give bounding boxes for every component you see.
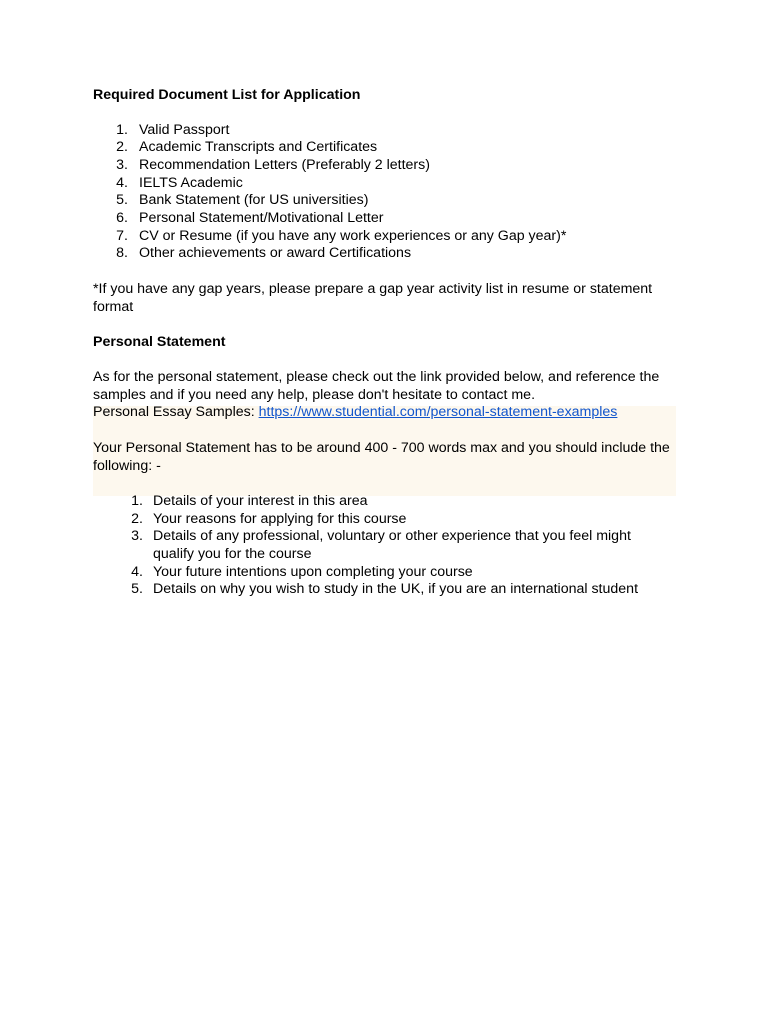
heading-required-documents: Required Document List for Application [93, 87, 361, 103]
intro-line-2: samples and if you need any help, please don't hesitate to contact me. [93, 387, 536, 403]
list-number: 4. [116, 175, 128, 191]
list-number: 8. [116, 245, 128, 261]
list-number: 5. [131, 581, 143, 597]
samples-link[interactable]: https://www.studential.com/personal-statement-examples [258, 404, 618, 420]
word-count-line-1: Your Personal Statement has to be around 400 - 700 words max and you should include the [93, 440, 670, 456]
list-item-text: Details on why you wish to study in the UK, if you are an international student [153, 581, 639, 597]
list-item-text: Bank Statement (for US universities) [139, 192, 369, 208]
list-item-text: Valid Passport [139, 122, 230, 138]
list-item-text: IELTS Academic [139, 175, 243, 191]
samples-line [93, 404, 617, 422]
list-number: 6. [116, 210, 128, 226]
gap-note-line-2: format [93, 299, 134, 315]
list-item-text: Your reasons for applying for this course [153, 511, 407, 527]
heading-personal-statement: Personal Statement [93, 334, 226, 350]
list-item-text: Details of any professional, voluntary or other experience that you feel might [153, 528, 631, 544]
word-count-line-2: following: - [93, 458, 161, 474]
list-item-text: Personal Statement/Motivational Letter [139, 210, 384, 226]
list-number: 4. [131, 564, 143, 580]
list-number: 5. [116, 192, 128, 208]
list-number: 3. [131, 528, 143, 544]
list-number: 1. [116, 122, 128, 138]
gap-note-line-1: *If you have any gap years, please prepare a gap year activity list in resume or statement [93, 281, 653, 297]
list-item-text: Recommendation Letters (Preferably 2 letters) [139, 157, 430, 173]
list-number: 7. [116, 228, 128, 244]
list-item-text: Academic Transcripts and Certificates [139, 139, 378, 155]
list-item-text-continued: qualify you for the course [153, 546, 312, 562]
list-number: 3. [116, 157, 128, 173]
list-item-text: CV or Resume (if you have any work experiences or any Gap year)* [139, 228, 567, 244]
list-item-text: Details of your interest in this area [153, 493, 368, 509]
list-number: 1. [131, 493, 143, 509]
list-number: 2. [116, 139, 128, 155]
list-item-text: Other achievements or award Certifications [139, 245, 412, 261]
list-number: 2. [131, 511, 143, 527]
list-item-text: Your future intentions upon completing your course [153, 564, 473, 580]
intro-line-1: As for the personal statement, please check out the link provided below, and reference the [93, 369, 660, 385]
samples-label: Personal Essay Samples: [93, 404, 259, 420]
